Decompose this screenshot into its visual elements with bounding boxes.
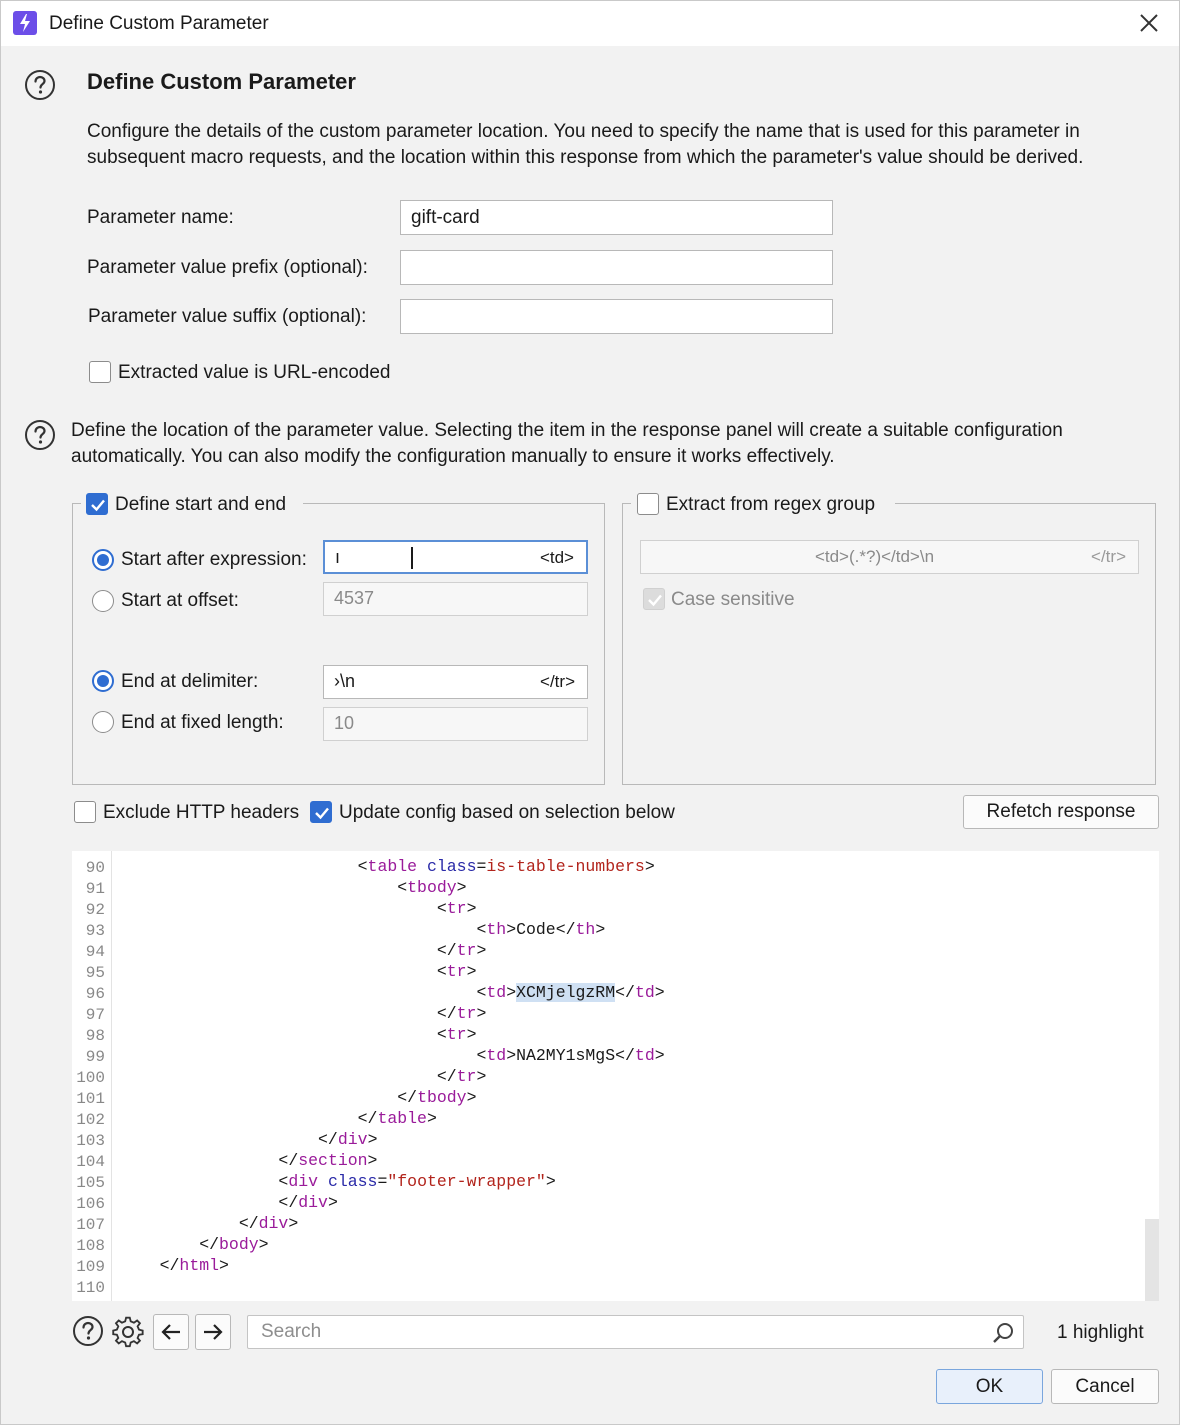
start-after-suffix: <td>: [539, 548, 574, 567]
text-caret: [411, 547, 413, 569]
code-line: <div class="footer-wrapper">: [120, 1172, 556, 1191]
exclude-headers-checkbox[interactable]: [74, 801, 96, 823]
line-number: 95: [85, 964, 105, 982]
update-config-label: Update config based on selection below: [339, 802, 675, 823]
exclude-headers-label: Exclude HTTP headers: [103, 802, 300, 823]
code-line: </section>: [120, 1151, 378, 1170]
code-line: </table>: [120, 1109, 437, 1128]
lightning-icon: [13, 11, 37, 35]
code-line: </tbody>: [120, 1088, 477, 1107]
end-fixed-input[interactable]: [323, 707, 588, 741]
check-icon: [646, 591, 664, 609]
regex-expression-suffix: </tr>: [1091, 547, 1126, 566]
selection-highlight: XCMjelgzRM: [516, 983, 616, 1002]
start-after-label: Start after expression:: [121, 549, 307, 570]
help-icon[interactable]: [24, 419, 56, 451]
cancel-button[interactable]: Cancel: [1051, 1369, 1159, 1404]
url-encoded-checkbox[interactable]: [89, 361, 111, 383]
code-line: </tr>: [120, 941, 487, 960]
suffix-label: Parameter value suffix (optional):: [88, 306, 367, 327]
line-number: 93: [85, 922, 105, 940]
location-description: [71, 418, 1063, 470]
highlight-count: 1 highlight: [1057, 1322, 1144, 1343]
code-line: </div>: [120, 1214, 299, 1233]
start-after-radio[interactable]: [92, 549, 114, 571]
line-number: 102: [76, 1111, 105, 1129]
code-line: </div>: [120, 1193, 338, 1212]
line-number: 106: [76, 1195, 105, 1213]
regex-label: Extract from regex group: [666, 494, 876, 515]
search-input[interactable]: [249, 1317, 969, 1347]
update-config-checkbox[interactable]: [310, 801, 332, 823]
search-icon[interactable]: [992, 1321, 1016, 1351]
check-icon: [89, 496, 107, 514]
gear-icon[interactable]: [110, 1314, 146, 1350]
case-sensitive-label: Case sensitive: [671, 589, 795, 610]
location-description-line: Define the location of the parameter value. Selecting the item in the response panel will create a suitable configuration: [71, 420, 1063, 441]
end-delimiter-label: End at delimiter:: [121, 671, 259, 692]
line-number: 105: [76, 1174, 105, 1192]
response-code-panel[interactable]: [72, 851, 1159, 1301]
line-number: 101: [76, 1090, 105, 1108]
line-number: 109: [76, 1258, 105, 1276]
header-description-line: subsequent macro requests, and the location within this response from which the parameter's value should be derived.: [87, 147, 1084, 168]
prefix-input[interactable]: [400, 250, 833, 285]
line-number: 110: [76, 1279, 105, 1297]
line-number: 99: [85, 1048, 105, 1066]
code-line: <td>XCMjelgzRM</td>: [120, 983, 665, 1002]
end-fixed-radio[interactable]: [92, 711, 114, 733]
code-scrollbar[interactable]: [1145, 1219, 1159, 1301]
close-icon[interactable]: [1135, 9, 1163, 37]
start-after-value: ı: [335, 547, 341, 567]
code-line: <tr>: [120, 962, 477, 981]
parameter-name-input[interactable]: [400, 200, 833, 235]
end-delimiter-radio[interactable]: [92, 670, 114, 692]
title-bar[interactable]: [1, 1, 1179, 46]
suffix-input[interactable]: [400, 299, 833, 334]
code-line: </tr>: [120, 1004, 487, 1023]
location-description-line: automatically. You can also modify the configuration manually to ensure it works effectively.: [71, 446, 835, 467]
regex-expression-input[interactable]: [640, 540, 1139, 574]
code-line: </tr>: [120, 1067, 487, 1086]
code-line: <tr>: [120, 1025, 477, 1044]
header-description-line: Configure the details of the custom parameter location. You need to specify the name that is used for this parameter in: [87, 121, 1080, 142]
define-start-end-label: Define start and end: [115, 494, 287, 515]
check-icon: [313, 804, 331, 822]
line-number: 91: [85, 880, 105, 898]
refetch-response-button[interactable]: Refetch response: [963, 795, 1159, 829]
line-number: 94: [85, 943, 105, 961]
start-offset-radio[interactable]: [92, 590, 114, 612]
line-number-gutter: [72, 851, 112, 1301]
line-number: 96: [85, 985, 105, 1003]
start-after-input[interactable]: [323, 540, 588, 574]
url-encoded-label: Extracted value is URL-encoded: [118, 362, 391, 383]
code-line: </div>: [120, 1130, 378, 1149]
line-number: 104: [76, 1153, 105, 1171]
regex-checkbox[interactable]: [637, 493, 659, 515]
case-sensitive-checkbox[interactable]: [643, 588, 665, 610]
arrow-right-icon[interactable]: [195, 1314, 231, 1350]
code-line: <table class=is-table-numbers>: [120, 857, 655, 876]
define-start-end-checkbox[interactable]: [86, 493, 108, 515]
arrow-left-icon[interactable]: [153, 1314, 189, 1350]
regex-expression-value: <td>(.*?)</td>\n: [814, 547, 935, 566]
line-number: 98: [85, 1027, 105, 1045]
code-line: <th>Code</th>: [120, 920, 606, 939]
code-line: <tr>: [120, 899, 477, 918]
end-fixed-value: 10: [334, 713, 355, 733]
window-title: Define Custom Parameter: [49, 13, 269, 34]
help-icon[interactable]: [71, 1314, 107, 1350]
start-offset-label: Start at offset:: [121, 590, 239, 611]
code-line: <td>NA2MY1sMgS</td>: [120, 1046, 665, 1065]
code-line: </body>: [120, 1235, 269, 1254]
header-description: [87, 119, 1083, 171]
ok-button[interactable]: OK: [936, 1369, 1043, 1404]
end-delimiter-suffix: </tr>: [540, 672, 575, 691]
code-line: </html>: [120, 1256, 229, 1275]
line-number: 90: [85, 859, 105, 877]
end-delimiter-value: ›\n: [334, 671, 356, 691]
line-number: 107: [76, 1216, 105, 1234]
code-line: <tbody>: [120, 878, 467, 897]
line-number: 100: [76, 1069, 105, 1087]
page-title: Define Custom Parameter: [87, 69, 356, 94]
end-fixed-label: End at fixed length:: [121, 712, 284, 733]
line-number: 103: [76, 1132, 105, 1150]
search-box: [247, 1315, 1024, 1349]
line-number: 97: [85, 1006, 105, 1024]
help-icon[interactable]: [24, 69, 56, 101]
start-offset-input[interactable]: [323, 582, 588, 616]
line-number: 92: [85, 901, 105, 919]
start-offset-value: 4537: [334, 588, 375, 608]
prefix-label: Parameter value prefix (optional):: [87, 257, 368, 278]
end-delimiter-input[interactable]: [323, 665, 588, 699]
line-number: 108: [76, 1237, 105, 1255]
parameter-name-label: Parameter name:: [87, 207, 234, 228]
